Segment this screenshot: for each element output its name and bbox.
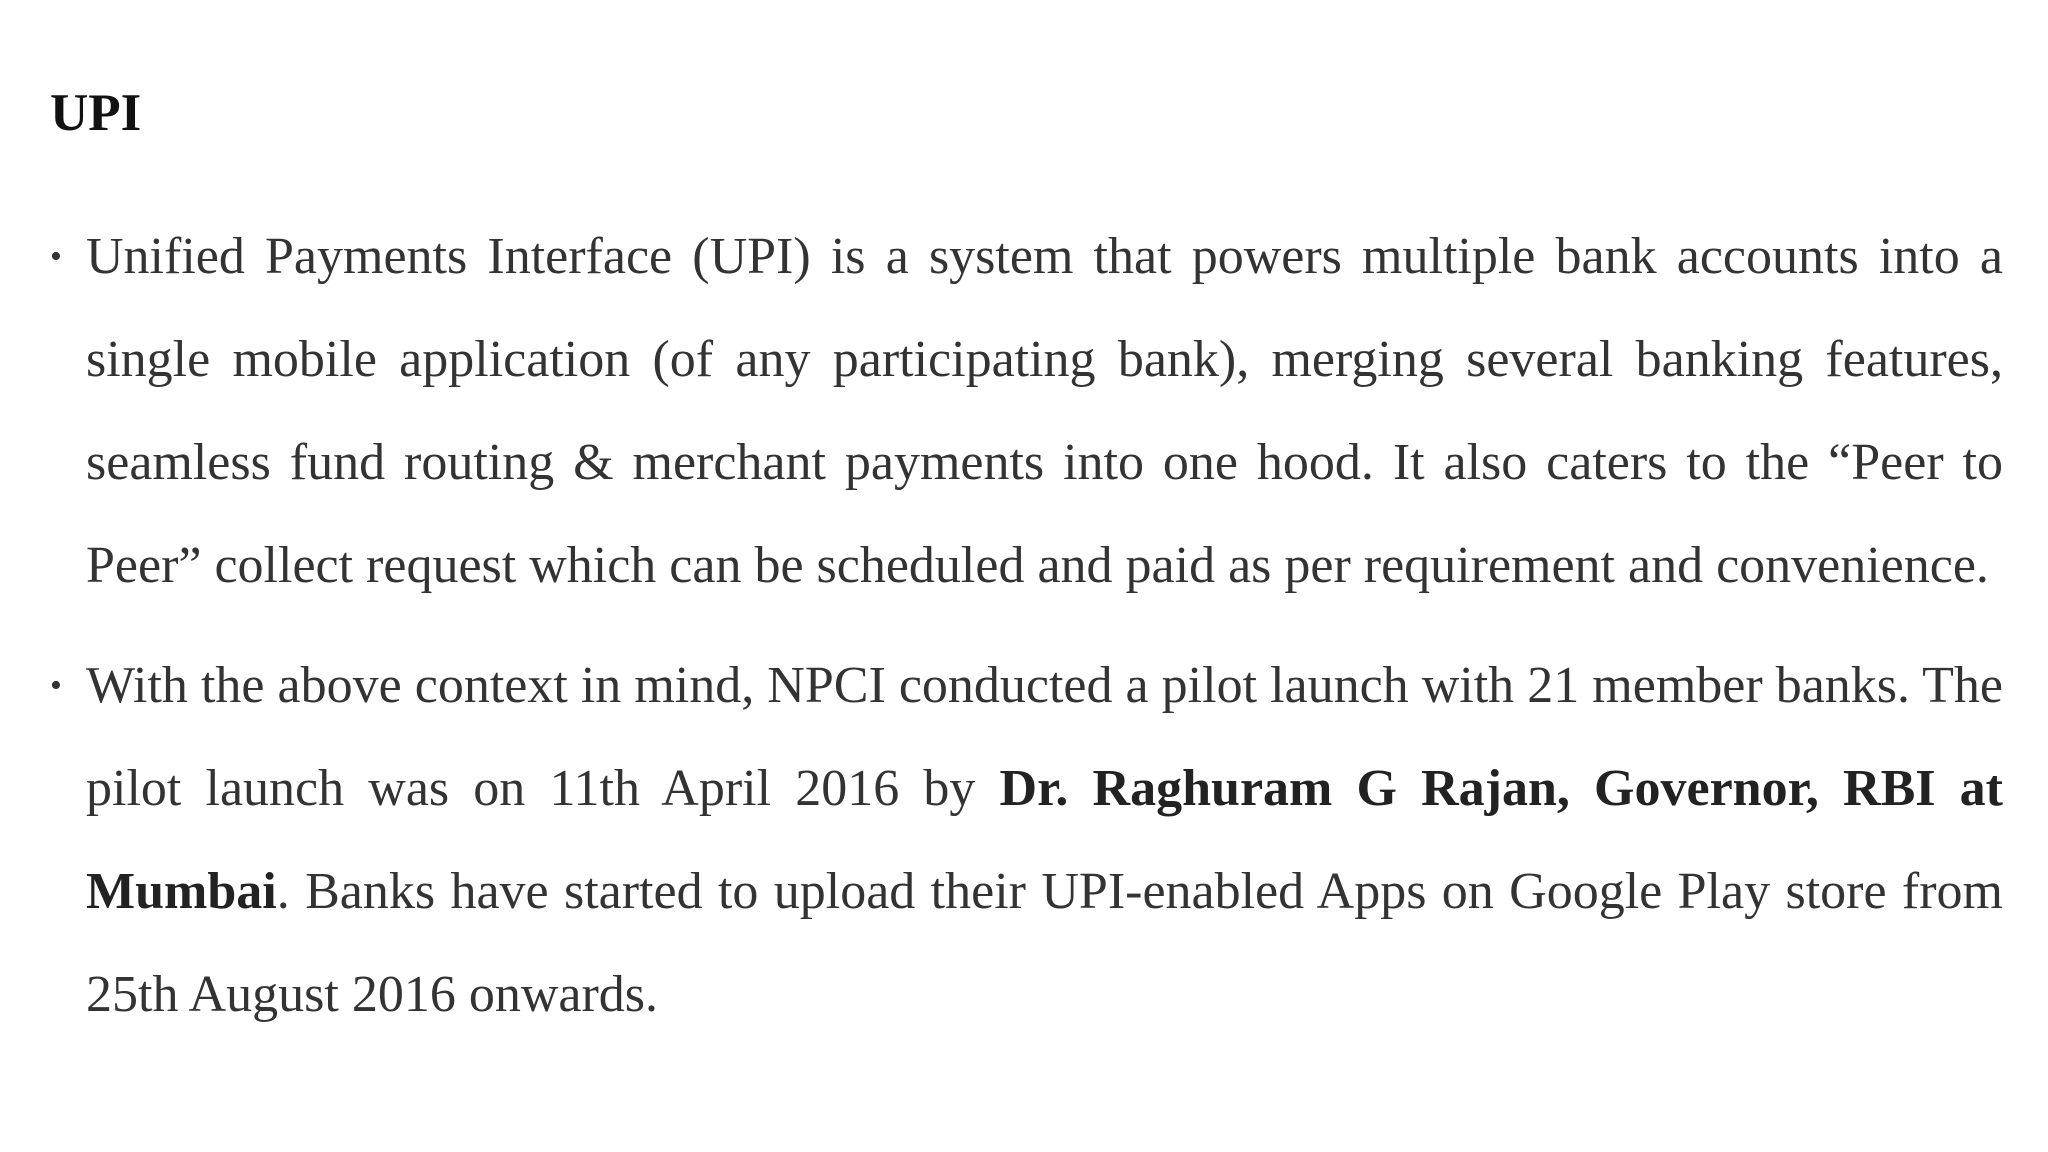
bullet-item-upi-definition xyxy=(44,205,2003,617)
bullet-text-before: With the above context in mind, NPCI conducted a pilot launch with 21 member banks. The pilot launch was on 11th April 2016 by xyxy=(86,657,2003,817)
bullet-item-pilot-launch xyxy=(44,634,2003,1046)
slide-title: UPI xyxy=(50,84,142,142)
bullet-list xyxy=(44,205,2003,1046)
bullet-text: Unified Payments Interface (UPI) is a system that powers multiple bank accounts into a single mobile application (of any participating bank), merging several banking features, seamless fund routing & merchant payments into one hood. It also caters to the “Peer to Peer” collect request which can be scheduled and paid as per requirement and convenience. xyxy=(86,228,2003,594)
bullet-icon: • xyxy=(50,667,62,704)
bullet-bold-text: Dr. Raghuram G Rajan, Governor, RBI at Mumbai xyxy=(86,760,2004,920)
bullet-text-after: . Banks have started to upload their UPI-enabled Apps on Google Play store from 25th August 2016 onwards. xyxy=(86,863,2003,1023)
bullet-icon: • xyxy=(50,238,62,275)
